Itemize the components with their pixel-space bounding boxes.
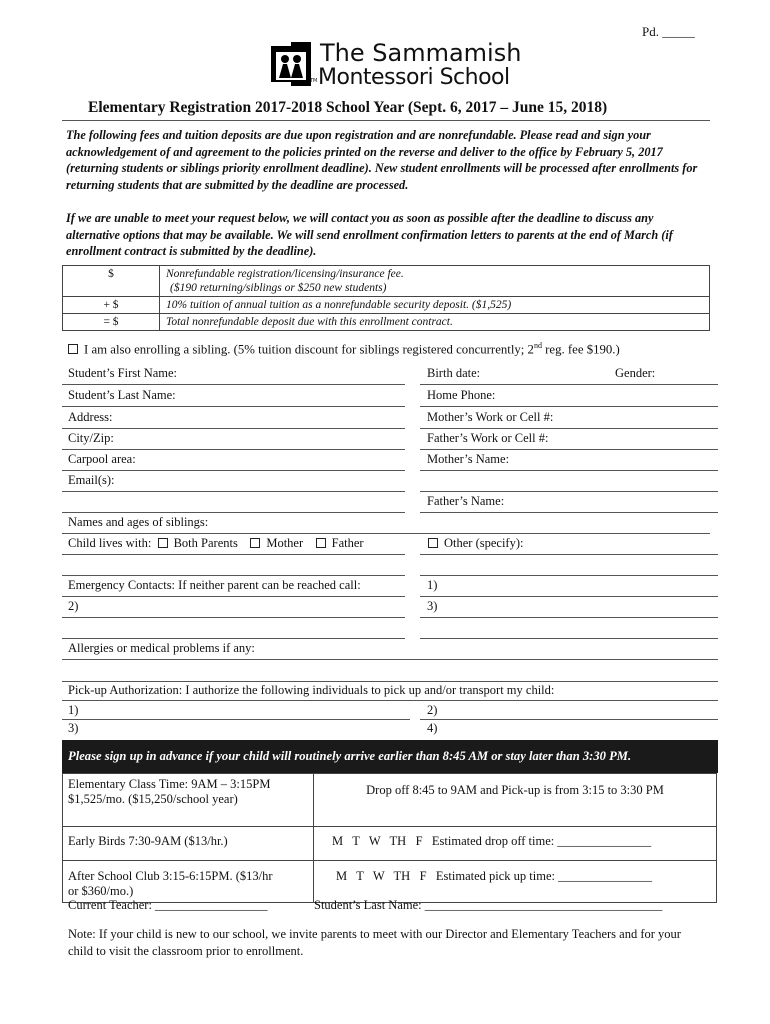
early-birds-days[interactable]: M T W TH F [332, 834, 423, 848]
siblings-label: Names and ages of siblings: [68, 515, 209, 529]
logo-line-1: The Sammamish [320, 39, 522, 67]
intro-paragraph-2: If we are unable to meet your request below, we will contact you as soon as possible after the deadline to discuss any alternative options that may be available. We will send enrollment confirmation letters to parents at the end of March (if enrollment contract is submitted by the deadline). [66, 211, 673, 258]
emergency-field-1[interactable] [62, 596, 405, 597]
first-name-field[interactable] [62, 384, 405, 385]
pickup-field-2[interactable] [420, 719, 718, 720]
child-lives-row [68, 536, 364, 551]
pickup-field-1[interactable] [62, 719, 410, 720]
both-parents-label: Both Parents [173, 536, 238, 550]
fee-description: Nonrefundable registration/licensing/insurance fee. [166, 268, 404, 280]
fee-row [63, 314, 710, 331]
pickup-1-label: 1) [68, 703, 79, 717]
student-last-name-field[interactable]: Student’s Last Name: ______________________________________ [314, 898, 663, 912]
father-phone-label: Father’s Work or Cell #: [427, 431, 549, 445]
pickup-label: Pick-up Authorization: I authorize the following individuals to pick up and/or transport my child: [68, 683, 555, 697]
pickup-2-label: 2) [427, 703, 438, 717]
current-teacher-field[interactable]: Current Teacher: __________________ [68, 898, 268, 912]
home-phone-field[interactable] [420, 406, 718, 407]
fee-row [63, 266, 710, 297]
program-table [62, 773, 717, 903]
siblings-field[interactable] [62, 533, 710, 534]
intro-paragraph-1: The following fees and tuition deposits are due upon registration and are nonrefundable. Please read and sign your acknowledgement of and agreement to the policies printed on the reverse and deliver to the office by February 5, 2017 (returning students or siblings priority enrollment deadline). New student enrollments will be processed after enrollments for returning students that are submitted by the deadline are processed. [66, 128, 698, 192]
carpool-label: Carpool area: [68, 452, 136, 466]
last-name-label: Student’s Last Name: [68, 388, 176, 402]
father-name-label: Father’s Name: [427, 494, 505, 508]
allergies-field[interactable] [62, 659, 718, 660]
allergies-label: Allergies or medical problems if any: [68, 641, 255, 655]
sibling-text-end: reg. fee $190.) [541, 342, 620, 357]
mother-name-label: Mother’s Name: [427, 452, 510, 466]
address-field[interactable] [62, 428, 405, 429]
father-checkbox[interactable] [316, 538, 326, 548]
sibling-sup: nd [533, 341, 542, 350]
program-row [63, 774, 717, 827]
fee-amount[interactable]: + $ [63, 297, 160, 314]
fee-row [63, 297, 710, 314]
fee-description: Total nonrefundable deposit due with this enrollment contract. [160, 314, 710, 331]
after-school-days[interactable]: M T W TH F [336, 869, 427, 883]
first-name-label: Student’s First Name: [68, 366, 178, 380]
dropoff-info: Drop off 8:45 to 9AM and Pick-up is from 3:15 to 3:30 PM [314, 774, 717, 827]
child-lives-label: Child lives with: [68, 536, 152, 550]
program-row [63, 861, 717, 903]
emergency-contact-1-label: 1) [427, 578, 438, 592]
early-birds-label: Early Birds 7:30-9AM ($13/hr.) [63, 827, 314, 861]
fee-description-sub: ($190 returning/siblings or $250 new students) [170, 282, 387, 294]
mother-phone-label: Mother’s Work or Cell #: [427, 410, 554, 424]
other-checkbox[interactable] [428, 538, 438, 548]
carpool-field[interactable] [62, 470, 405, 471]
sibling-text: I am also enrolling a sibling. (5% tuition discount for siblings registered concurrently; 2 [84, 342, 534, 357]
class-cost: $1,525/mo. ($15,250/school year) [68, 792, 238, 806]
other-row [428, 536, 523, 551]
mother-phone-field[interactable] [420, 428, 718, 429]
father-name-field[interactable] [420, 512, 718, 513]
fee-table [62, 265, 710, 331]
fee-amount[interactable]: $ [63, 266, 160, 297]
after-school-time[interactable]: Estimated pick up time: _______________ [435, 869, 652, 883]
father-phone-field[interactable] [420, 449, 718, 450]
class-time: Elementary Class Time: 9AM – 3:15PM [68, 777, 271, 791]
early-birds-time[interactable]: Estimated drop off time: _______________ [431, 834, 652, 848]
birth-date-label: Birth date: [427, 366, 481, 380]
mother-checkbox[interactable] [250, 538, 260, 548]
email-field-2[interactable] [62, 512, 405, 513]
mother-name-field[interactable] [420, 470, 718, 471]
pickup-4-label: 4) [427, 721, 438, 735]
advance-signup-banner: Please sign up in advance if your child will routinely arrive earlier than 8:45 AM or stay later than 3:30 PM. [62, 740, 718, 773]
fee-amount[interactable]: = $ [63, 314, 160, 331]
sibling-row [68, 341, 620, 357]
emergency-contact-3-label: 3) [427, 599, 438, 613]
logo-tm: TM [310, 78, 318, 84]
pickup-3-label: 3) [68, 721, 79, 735]
gender-label: Gender: [615, 366, 656, 380]
after-school-label: After School Club 3:15-6:15PM. ($13/hr [68, 869, 273, 883]
school-logo [267, 40, 318, 88]
page-title: Elementary Registration 2017-2018 School Year (Sept. 6, 2017 – June 15, 2018) [88, 99, 608, 116]
city-zip-label: City/Zip: [68, 431, 114, 445]
other-label: Other (specify): [444, 536, 524, 550]
note-text: Note: If your child is new to our school, we invite parents to meet with our Director and Elementary Teachers and for your child to visit the classroom prior to enrollment. [68, 927, 681, 958]
last-name-field[interactable] [62, 406, 405, 407]
both-parents-checkbox[interactable] [158, 538, 168, 548]
home-phone-label: Home Phone: [427, 388, 496, 402]
pd-label: Pd. _____ [642, 24, 695, 39]
address-label: Address: [68, 410, 113, 424]
fee-description: 10% tuition of annual tuition as a nonrefundable security deposit. ($1,525) [160, 297, 710, 314]
mother-label: Mother [266, 536, 304, 550]
city-zip-field[interactable] [62, 449, 405, 450]
birth-date-field[interactable] [420, 384, 718, 385]
email-field[interactable] [62, 491, 405, 492]
logo-line-2: Montessori School [318, 65, 510, 90]
father-label: Father [331, 536, 364, 550]
emergency-label: Emergency Contacts: If neither parent can be reached call: [68, 578, 361, 592]
after-school-cost: or $360/mo.) [68, 884, 134, 898]
emergency-contact-2-label: 2) [68, 599, 79, 613]
email-label: Email(s): [68, 473, 115, 487]
program-row [63, 827, 717, 861]
sibling-checkbox[interactable] [68, 344, 78, 354]
